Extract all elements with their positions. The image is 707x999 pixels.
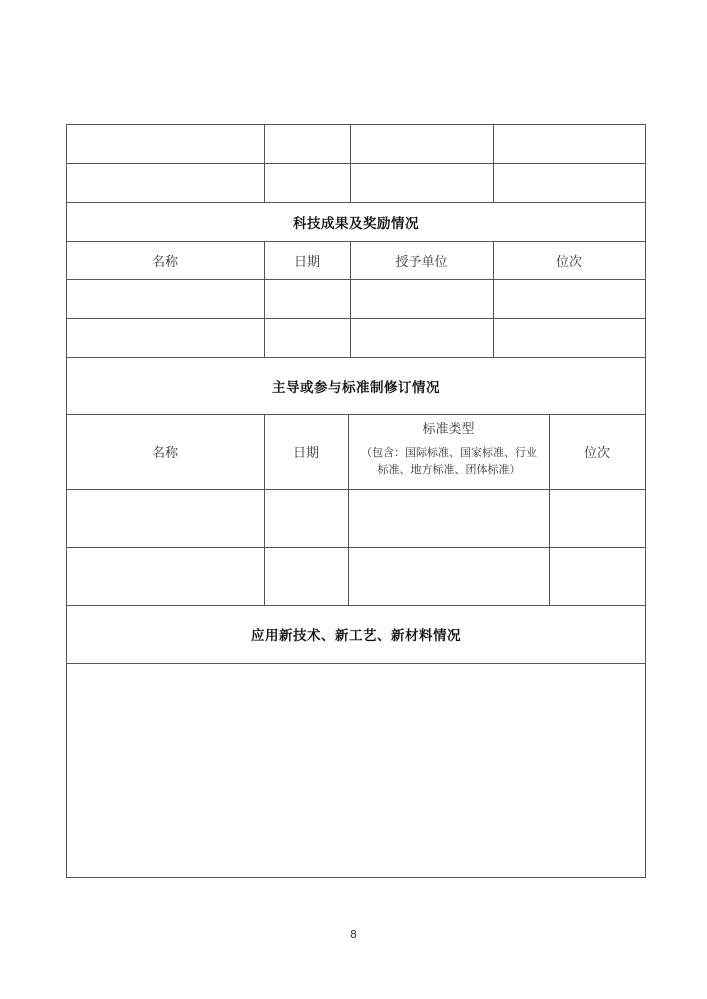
- awards-header-date: 日期: [293, 254, 320, 270]
- awards-header-issuer: 授予单位: [395, 254, 448, 270]
- page-number: 8: [350, 928, 357, 941]
- standards-header-rank: 位次: [583, 446, 610, 461]
- standards-header-type-note: （包含：国际标准、国家标准、行业标准、地方标准、团体标准）: [361, 446, 537, 476]
- new-tech-section-title: 应用新技术、新工艺、新材料情况: [251, 628, 461, 644]
- form-table: [66, 124, 646, 878]
- awards-header-rank: 位次: [555, 254, 582, 270]
- standards-header-name: 名称: [151, 446, 178, 461]
- standards-header-date: 日期: [292, 446, 319, 461]
- new-tech-content-area[interactable]: [67, 664, 645, 877]
- standards-header-type: 标准类型: [422, 421, 475, 437]
- standards-section-title: 主导或参与标准制修订情况: [272, 379, 440, 396]
- awards-section-title: 科技成果及奖励情况: [293, 215, 419, 232]
- awards-header-name: 名称: [151, 254, 178, 270]
